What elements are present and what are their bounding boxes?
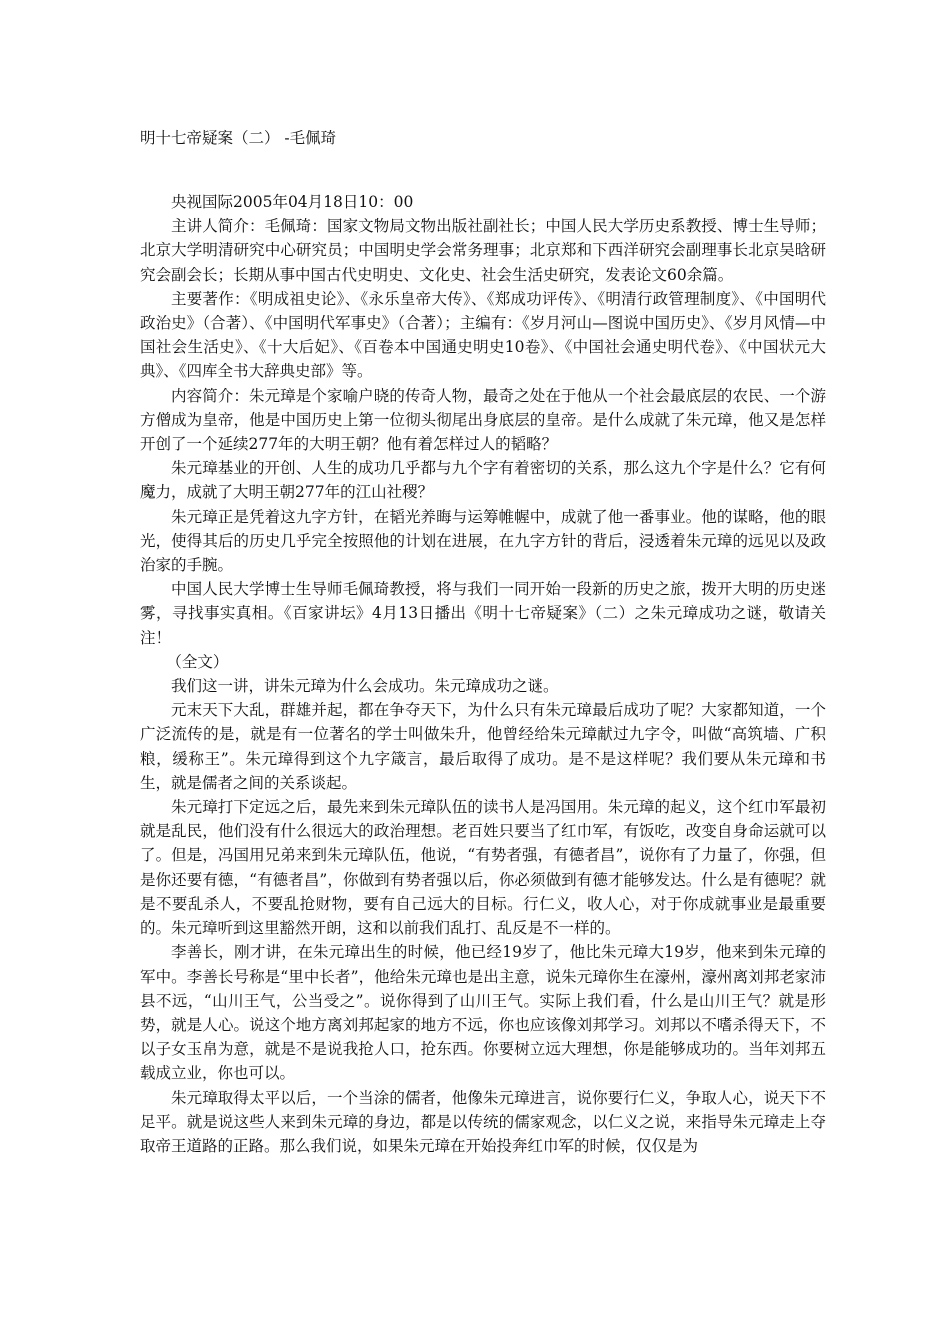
- content-summary: 内容简介：朱元璋是个家喻户晓的传奇人物，最奇之处在于他从一个社会最底层的农民、一个游方僧成为皇帝，他是中国历史上第一位彻头彻尾出身底层的皇帝。是什么成就了朱元璋，他又是怎样开创了一个延续277年的大明王朝？他有着怎样过人的韬略？: [140, 386, 826, 454]
- speaker-introduction: 主讲人简介：毛佩琦：国家文物局文物出版社副社长；中国人民大学历史系教授、博士生导师；北京大学明清研究中心研究员；中国明史学会常务理事；北京郑和下西洋研究会副理事长北京吴晗研究会副会长；长期从事中国古代史明史、文化史、社会生活史研究，发表论文60余篇。: [140, 217, 826, 284]
- major-works: 主要著作：《明成祖史论》、《永乐皇帝大传》、《郑成功评传》、《明清行政管理制度》、《中国明代政治史》（合著）、《中国明代军事史》（合著）；主编有：《岁月河山—图说中国历史》、《岁月风情—中国社会生活史》、《十大后妃》、《百卷本中国通史明史10卷》、《中国社会通史明代卷》、《中国状元大典》、《四库全书大辞典史部》等。: [140, 289, 826, 381]
- body-paragraph: 朱元璋打下定远之后，最先来到朱元璋队伍的读书人是冯国用。朱元璋的起义，这个红巾军最初就是乱民，他们没有什么很远大的政治理想。老百姓只要当了红巾军，有饭吃，改变自身命运就可以了。但是，冯国用兄弟来到朱元璋队伍，他说，“有势者强，有德者昌”，说你有了力量了，你强，但是你还要有德，“有德者昌”，你做到有势者强以后，你必须做到有德才能够发达。什么是有德呢？就是不要乱杀人，不要乱抢财物，要有自己远大的目标。行仁义，收人心，对于你成就事业是最重要的。朱元璋听到这里豁然开朗，这和以前我们乱打、乱反是不一样的。: [140, 798, 826, 938]
- document-page: [140, 126, 826, 1158]
- body-paragraph: 朱元璋正是凭着这九字方针，在韬光养晦与运筹帷幄中，成就了他一番事业。他的谋略，他的眼光，使得其后的历史几乎完全按照他的计划在进展，在九字方针的背后，浸透着朱元璋的远见以及政治家的手腕。: [140, 507, 826, 575]
- body-paragraph: 我们这一讲，讲朱元璋为什么会成功。朱元璋成功之谜。: [171, 677, 559, 696]
- body-paragraph: 朱元璋基业的开创、人生的成功几乎都与九个字有着密切的关系，那么这九个字是什么？它有何魔力，成就了大明王朝277年的江山社稷？: [140, 459, 826, 502]
- full-text-heading: （全文）: [166, 652, 229, 671]
- body-paragraph: 朱元璋取得太平以后，一个当涂的儒者，他像朱元璋进言，说你要行仁义，争取人心，说天下不足平。就是说这些人来到朱元璋的身边，都是以传统的儒家观念，以仁义之说，来指导朱元璋走上夺取帝王道路的正路。那么我们说，如果朱元璋在开始投奔红巾军的时候，仅仅是为: [140, 1088, 826, 1155]
- broadcast-date: 央视国际2005年04月18日10：00: [171, 193, 414, 211]
- body-paragraph: 元末天下大乱，群雄并起，都在争夺天下，为什么只有朱元璋最后成功了呢？大家都知道，一个广泛流传的是，就是有一位著名的学士叫做朱升，他曾经给朱元璋献过九字令，叫做“高筑墙、广积粮，缓称王”。朱元璋得到这个九字箴言，最后取得了成功。是不是这样呢？我们要从朱元璋和书生，就是儒者之间的关系谈起。: [140, 701, 826, 792]
- body-paragraph: 李善长，刚才讲，在朱元璋出生的时候，他已经19岁了，他比朱元璋大19岁，他来到朱元璋的军中。李善长号称是“里中长者”，他给朱元璋也是出主意，说朱元璋你生在濠州，濠州离刘邦老家沛县不远，“山川王气，公当受之”。说你得到了山川王气。实际上我们看，什么是山川王气？就是形势，就是人心。说这个地方离刘邦起家的地方不远，你也应该像刘邦学习。刘邦以不嗜杀得天下，不以子女玉帛为意，就是不是说我抢人口，抢东西。你要树立远大理想，你是能够成功的。当年刘邦五载成立业，你也可以。: [140, 943, 826, 1083]
- document-title: 明十七帝疑案（二） -毛佩琦: [140, 129, 337, 147]
- program-announcement: 中国人民大学博士生导师毛佩琦教授，将与我们一同开始一段新的历史之旅，拨开大明的历史迷雾，寻找事实真相。《百家讲坛》4月13日播出《明十七帝疑案》（二）之朱元璋成功之谜，敬请关注！: [140, 580, 826, 647]
